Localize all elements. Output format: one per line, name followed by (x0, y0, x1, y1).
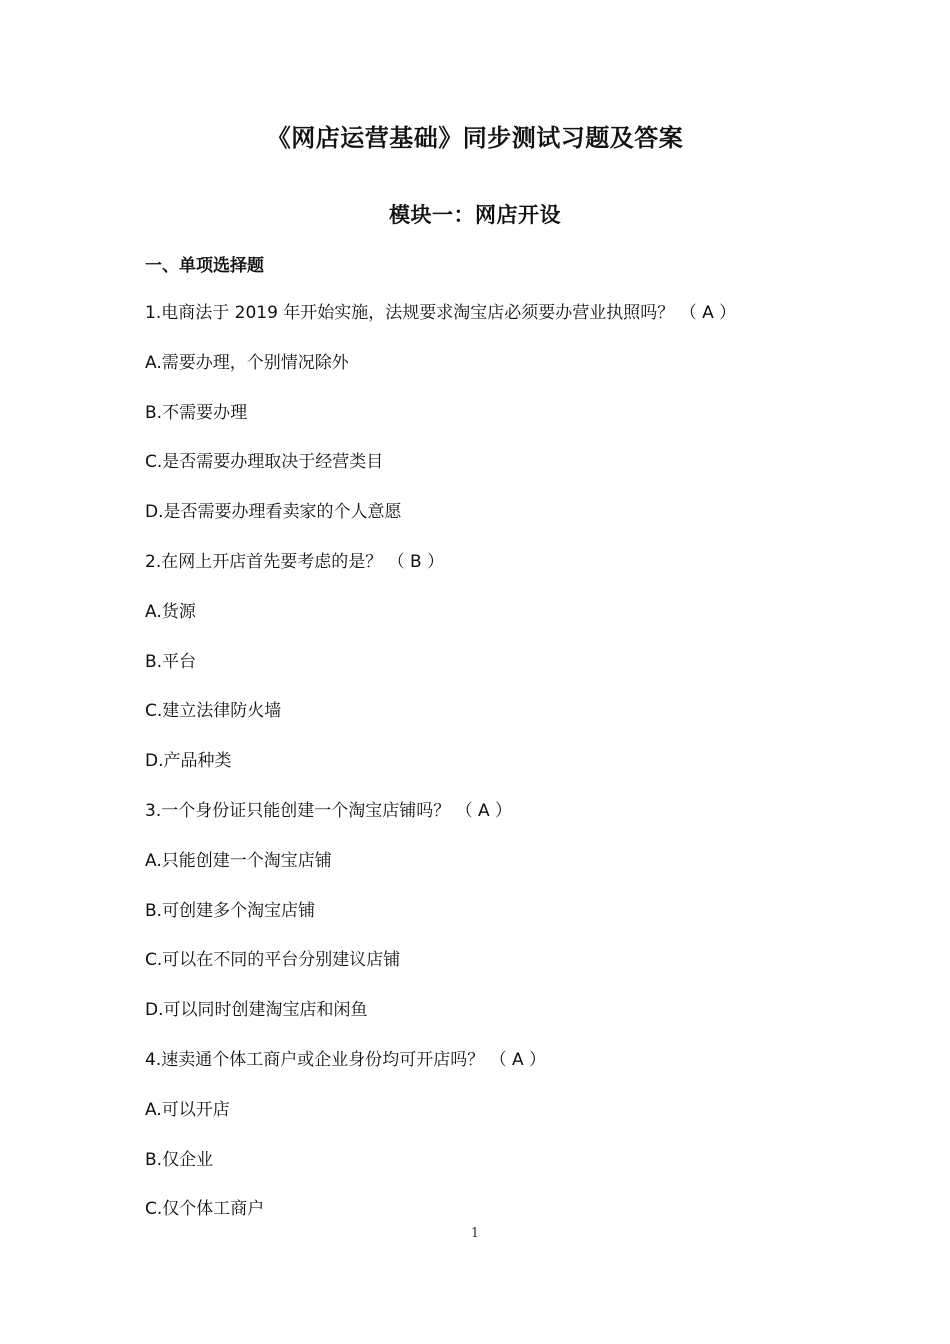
question-2: 2.在网上开店首先要考虑的是？ （ B ） (145, 551, 445, 572)
question-4-option-b: B.仅企业 (145, 1149, 214, 1170)
question-1-option-b: B.不需要办理 (145, 402, 248, 423)
page-number: 1 (470, 1226, 480, 1241)
question-3-option-a: A.只能创建一个淘宝店铺 (145, 850, 332, 871)
question-1-option-a: A.需要办理，个别情况除外 (145, 352, 349, 373)
question-3-option-b: B.可创建多个淘宝店铺 (145, 900, 316, 921)
section-title: 一、单项选择题 (145, 256, 264, 276)
question-1-option-d: D.是否需要办理看卖家的个人意愿 (145, 502, 402, 523)
question-4-option-c: C.仅个体工商户 (145, 1199, 265, 1220)
question-1-option-c: C.是否需要办理取决于经营类目 (145, 452, 384, 473)
question-3-option-c: C.可以在不同的平台分别建议店铺 (145, 950, 401, 971)
question-4-option-a: A.可以开店 (145, 1099, 230, 1120)
question-2-option-a: A.货源 (145, 601, 196, 622)
question-2-option-c: C.建立法律防火墙 (145, 701, 282, 722)
question-list (145, 300, 845, 1246)
question-2-option-d: D.产品种类 (145, 751, 232, 772)
question-3-option-d: D.可以同时创建淘宝店和闲鱼 (145, 1000, 368, 1021)
question-4: 4.速卖通个体工商户或企业身份均可开店吗？ （ A ） (145, 1049, 547, 1070)
module-title: 模块一：网店开设 (389, 203, 561, 227)
document-title: 《网店运营基础》同步测试习题及答案 (266, 124, 684, 152)
question-1: 1.电商法于 2019 年开始实施，法规要求淘宝店必须要办营业执照吗？ （ A ） (145, 303, 737, 323)
question-2-option-b: B.平台 (145, 651, 197, 672)
question-3: 3.一个身份证只能创建一个淘宝店铺吗？ （ A ） (145, 800, 513, 821)
